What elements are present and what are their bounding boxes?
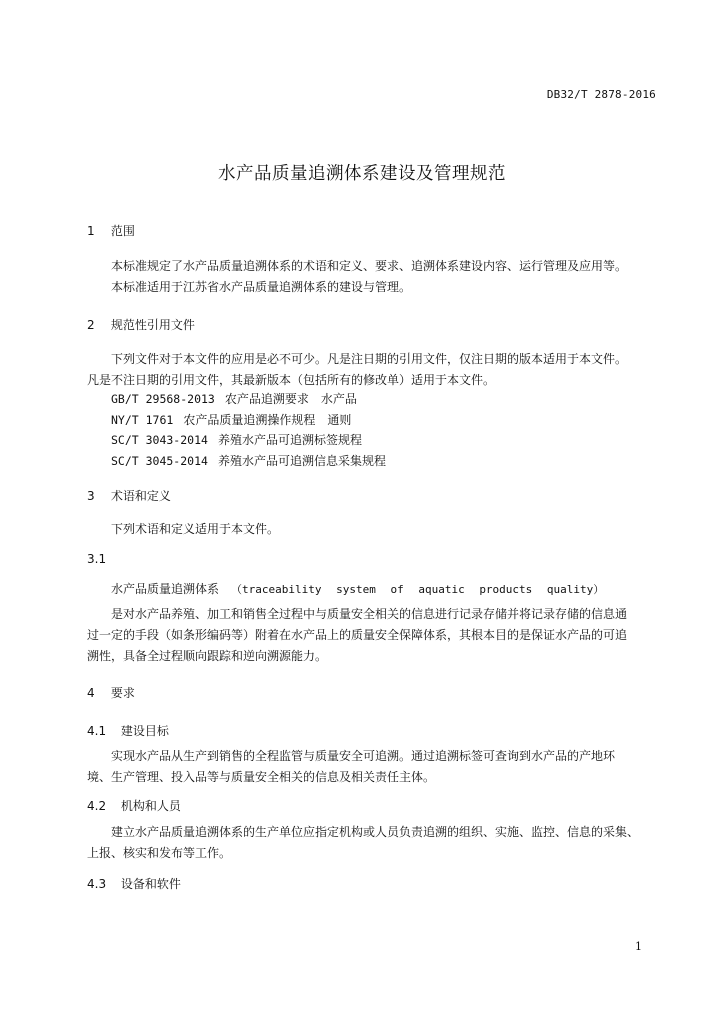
reference-title: 农产品质量追溯操作规程 通则 bbox=[183, 412, 352, 427]
subsection-4-3-heading bbox=[87, 875, 181, 892]
paragraph-line: 本标准适用于江苏省水产品质量追溯体系的建设与管理。 bbox=[111, 280, 412, 294]
paragraph-line: 过一定的手段（如条形编码等）附着在水产品上的质量安全保障体系，其根本目的是保证水产品的可追 bbox=[87, 628, 628, 642]
subsection-title: 设备和软件 bbox=[120, 877, 181, 891]
reference-title: 养殖水产品可追溯标签规程 bbox=[217, 433, 362, 447]
paragraph-line: 本标准规定了水产品质量追溯体系的术语和定义、要求、追溯体系建设内容、运行管理及应用等。 bbox=[111, 259, 628, 273]
paragraph-line: 实现水产品从生产到销售的全程监管与质量安全可追溯。通过追溯标签可查询到水产品的产地环 bbox=[111, 749, 616, 763]
section-1-body bbox=[87, 256, 659, 298]
section-title: 规范性引用文件 bbox=[110, 318, 195, 332]
document-id: DB32/T 2878-2016 bbox=[546, 88, 656, 101]
paragraph-line: 下列术语和定义适用于本文件。 bbox=[111, 522, 280, 536]
section-4-heading bbox=[87, 684, 135, 701]
section-number: 3 bbox=[87, 489, 95, 503]
section-title: 范围 bbox=[110, 224, 135, 238]
subsection-number: 4.1 bbox=[87, 724, 107, 738]
reference-item bbox=[111, 430, 386, 451]
subsection-3-1-heading bbox=[87, 552, 117, 566]
subsection-number: 3.1 bbox=[87, 552, 107, 566]
section-3-intro bbox=[87, 519, 659, 540]
section-title: 要求 bbox=[110, 686, 135, 700]
section-2-heading bbox=[87, 316, 195, 333]
section-number: 2 bbox=[87, 318, 95, 332]
subsection-title: 建设目标 bbox=[120, 724, 169, 738]
reference-code: SC/T 3045-2014 bbox=[111, 453, 208, 468]
section-number: 1 bbox=[87, 224, 95, 238]
term-definition bbox=[87, 604, 659, 667]
subsection-title: 机构和人员 bbox=[120, 799, 181, 813]
subsection-number: 4.2 bbox=[87, 799, 107, 813]
reference-code: NY/T 1761 bbox=[111, 412, 174, 427]
reference-item bbox=[111, 451, 386, 472]
reference-item bbox=[111, 389, 386, 410]
section-1-heading bbox=[87, 222, 135, 239]
normative-reference-list bbox=[111, 389, 386, 471]
reference-title: 养殖水产品可追溯信息采集规程 bbox=[217, 453, 386, 468]
paragraph-line: 上报、核实和发布等工作。 bbox=[87, 846, 232, 860]
reference-code: GB/T 29568-2013 bbox=[111, 392, 215, 406]
section-title: 术语和定义 bbox=[110, 489, 171, 503]
term-chinese: 水产品质量追溯体系 bbox=[111, 582, 220, 596]
page-number: 1 bbox=[635, 940, 642, 953]
section-2-body bbox=[87, 349, 659, 391]
subsection-4-2-body bbox=[87, 822, 659, 864]
term-english: （traceability system of aquatic products quality） bbox=[231, 583, 605, 596]
paragraph-line: 建立水产品质量追溯体系的生产单位应指定机构或人员负责追溯的组织、实施、监控、信息的采集、 bbox=[111, 825, 640, 839]
subsection-4-1-heading bbox=[87, 722, 169, 739]
reference-title: 农产品追溯要求 水产品 bbox=[224, 392, 357, 406]
section-number: 4 bbox=[87, 686, 95, 700]
paragraph-line: 境、生产管理、投入品等与质量安全相关的信息及相关责任主体。 bbox=[87, 770, 436, 784]
document-title: 水产品质量追溯体系建设及管理规范 bbox=[218, 164, 506, 184]
paragraph-line: 凡是不注日期的引用文件，其最新版本（包括所有的修改单）适用于本文件。 bbox=[87, 373, 496, 387]
paragraph-line: 溯性，具备全过程顺向跟踪和逆向溯源能力。 bbox=[87, 649, 328, 663]
section-3-heading bbox=[87, 487, 171, 504]
term-entry bbox=[111, 580, 604, 597]
reference-code: SC/T 3043-2014 bbox=[111, 433, 208, 447]
subsection-4-1-body bbox=[87, 746, 659, 788]
paragraph-line: 是对水产品养殖、加工和销售全过程中与质量安全相关的信息进行记录存储并将记录存储的信息通 bbox=[111, 607, 628, 621]
reference-item bbox=[111, 410, 386, 431]
subsection-number: 4.3 bbox=[87, 877, 107, 891]
subsection-4-2-heading bbox=[87, 797, 181, 814]
paragraph-line: 下列文件对于本文件的应用是必不可少。凡是注日期的引用文件，仅注日期的版本适用于本文件。 bbox=[111, 352, 628, 366]
